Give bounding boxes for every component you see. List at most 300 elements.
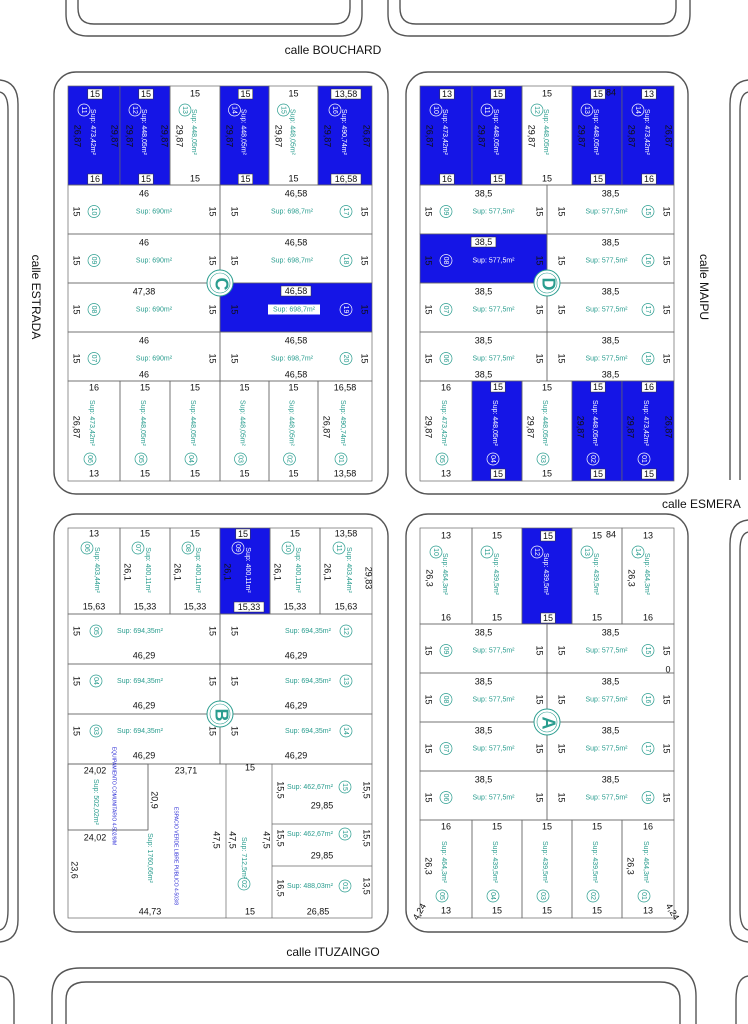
lot-front: 15 <box>491 530 503 541</box>
lot-width: 38,5 <box>601 676 620 687</box>
lot-number: 06 <box>83 544 91 552</box>
lot-front: 15 <box>189 528 201 539</box>
lot-side: 26,1 <box>272 563 283 581</box>
lot-side: 15 <box>229 206 240 217</box>
lot-number: 17 <box>644 305 652 314</box>
lot-width: 38,5 <box>474 335 493 346</box>
lot-back: 15 <box>541 173 553 184</box>
lot-area: Sup: 448,05m² <box>238 400 246 446</box>
street-label-bottom: calle ITUZAINGO <box>286 945 380 959</box>
dim-label: 16 <box>441 173 453 184</box>
lot-area: Sup: 577,5m² <box>585 647 628 655</box>
dim-label: 47,5 <box>211 831 222 849</box>
block-letter: D <box>538 277 559 291</box>
lot-number: 07 <box>90 354 98 363</box>
block-D <box>406 72 688 494</box>
lot-side: 26,3 <box>625 857 636 875</box>
lot-area: Sup: 473,42m² <box>440 400 448 446</box>
lot-side: 15 <box>661 645 672 656</box>
lot-number: 05 <box>438 892 446 900</box>
lot-side: 15 <box>534 304 545 315</box>
lot-width: 38,5 <box>474 188 493 199</box>
lot-width: 38,5 <box>601 725 620 736</box>
block-letter: C <box>211 277 232 291</box>
block-letter: A <box>538 716 559 730</box>
lot-back: 15 <box>491 821 503 832</box>
lot-side: 26,87 <box>321 415 332 439</box>
lot-width: 46,29 <box>132 700 156 711</box>
lot-area: Sup: 712,5m² <box>240 836 248 880</box>
lot-side: 15,5 <box>361 781 372 799</box>
lot-area: Sup: 464,3m² <box>441 552 449 596</box>
lot-side: 15 <box>556 694 567 705</box>
lot-area: Sup: 400,11m² <box>144 547 152 593</box>
espacio-verde-label: ESPACIO VERDE LIBRE PUBLICO 4-503/8 <box>172 806 179 906</box>
lot-back: 16 <box>440 821 452 832</box>
lot-width: 38,5 <box>601 335 620 346</box>
lot-side: 15 <box>534 694 545 705</box>
lot-side: 29,87 <box>322 124 333 148</box>
lot-side: 15 <box>661 743 672 754</box>
lot-area: Sup: 690m² <box>135 208 173 216</box>
lot-area: Sup: 403,44m² <box>93 547 101 593</box>
lot-side: 15 <box>229 255 240 266</box>
lot-number: 05 <box>438 455 446 463</box>
lot-area: Sup: 448,05m² <box>288 109 296 155</box>
lot-width: 29,85 <box>310 850 334 861</box>
lot-side-right: 26,87 <box>663 415 674 439</box>
dim-label: 16 <box>89 173 101 184</box>
lot-number: 04 <box>92 677 100 685</box>
dim-label: 24,02 <box>83 832 107 843</box>
lot-front: 15 <box>288 468 299 479</box>
lot-area: Sup: 577,5m² <box>472 647 515 655</box>
lot-side: 15 <box>71 255 82 266</box>
lot-back: 15 <box>288 382 299 393</box>
lot-side-right: 26,87 <box>663 124 674 148</box>
dim-label: 15 <box>492 468 504 479</box>
lot-number: 13 <box>342 677 350 685</box>
lot-side: 15 <box>661 694 672 705</box>
dim-label: 15 <box>89 88 101 99</box>
lot-back: 16 <box>642 821 654 832</box>
lot-area: Sup: 439,5m² <box>541 840 549 884</box>
lot-side: 15 <box>71 725 82 737</box>
lot-number: 15 <box>644 207 652 216</box>
lot-number: 12 <box>342 627 350 635</box>
lot-area: Sup: 577,5m² <box>585 257 628 265</box>
lot-area: Sup: 464,3m² <box>642 840 650 884</box>
lot-width: 38,5 <box>474 725 493 736</box>
lot-back: 15,33 <box>283 601 307 612</box>
lot-number: 08 <box>184 544 192 552</box>
lot-number: 04 <box>489 892 497 900</box>
lot-area: Sup: 490,74m² <box>339 400 347 446</box>
dim-label: 23,71 <box>174 765 198 776</box>
lot-side: 26,1 <box>322 563 333 581</box>
lot-area: Sup: 698,7m² <box>270 257 314 265</box>
espacio-verde-area: Sup: 1760,66m² <box>146 833 154 883</box>
block-letter: B <box>211 708 232 722</box>
lot-side: 15 <box>661 353 672 364</box>
lot-number: 02 <box>589 892 597 900</box>
dim-label: 15 <box>237 528 249 539</box>
lot-front: 15 <box>541 905 553 916</box>
lot-side: 15 <box>661 255 672 266</box>
lot-area: Sup: 473,42m² <box>89 109 97 155</box>
lot-side: 15 <box>207 255 218 266</box>
lot-side: 15 <box>423 645 434 656</box>
lot-side: 15,5 <box>275 829 286 847</box>
lot-side-zero: 0 <box>665 664 671 675</box>
lot-back: 15,63 <box>334 601 358 612</box>
lot-width: 46,58 <box>284 188 308 199</box>
lot-side: 15 <box>661 792 672 803</box>
lot-width: 26,85 <box>306 906 330 917</box>
lot-number: 12 <box>533 106 541 114</box>
lot-number: 18 <box>644 354 652 363</box>
lot-area: Sup: 577,5m² <box>472 745 515 753</box>
dim-label: 15 <box>240 173 251 184</box>
street-label-right: calle MAIPU <box>697 253 711 321</box>
lot-area: Sup: 400,11m² <box>194 547 202 593</box>
lot-number: 01 <box>640 455 648 463</box>
lot-width: 46,58 <box>284 237 308 248</box>
dim-label: 15 <box>592 173 604 184</box>
lot-number: 01 <box>337 455 345 463</box>
lot-area: Sup: 448,05m² <box>189 400 197 446</box>
lot-area: Sup: 490,74m² <box>340 109 348 155</box>
lot-number: 16 <box>644 256 652 265</box>
lot-side: 26,3 <box>424 569 435 587</box>
lot-number: 05 <box>92 627 100 635</box>
lot-number: 08 <box>442 256 450 265</box>
lot-area: Sup: 439,5m² <box>592 552 600 596</box>
lot-back: 16,58 <box>333 382 357 393</box>
lot-area: Sup: 439,5m² <box>542 552 550 596</box>
lot-number: 11 <box>483 548 491 556</box>
lot-area: Sup: 464,3m² <box>643 552 651 596</box>
dim-label: 15 <box>140 88 152 99</box>
lot-number: 16 <box>331 106 339 114</box>
dim-label: 16 <box>643 173 655 184</box>
lot-area: Sup: 473,42m² <box>88 400 96 446</box>
lot-number: 14 <box>342 727 350 735</box>
equipamiento-label: EQUIPAMIENTO COMUNITARIO 4-502/8/M <box>110 746 117 846</box>
dim-label: 15 <box>244 762 256 773</box>
lot-number: 01 <box>341 882 349 890</box>
lot-number: 03 <box>539 892 547 900</box>
lot-side: 15 <box>556 304 567 315</box>
dim-label: 47,5 <box>227 831 238 849</box>
lot-area: Sup: 448,05m² <box>591 400 599 446</box>
lot-side: 15 <box>207 304 218 315</box>
lot-number: 04 <box>187 455 195 463</box>
lot-number: 11 <box>80 106 88 114</box>
lot-number: 10 <box>432 106 440 114</box>
lot-number: 16 <box>341 830 349 838</box>
dim-label: 16 <box>643 381 655 392</box>
lot-front: 13 <box>88 468 100 479</box>
lot-front: 13 <box>440 530 452 541</box>
lot-side: 15 <box>556 353 567 364</box>
lot-area: Sup: 694,35m² <box>285 677 331 685</box>
lot-area: Sup: 448,05m² <box>239 109 247 155</box>
lot-number: 13 <box>583 548 591 556</box>
lot-width: 46,29 <box>132 650 156 661</box>
lot-area: Sup: 400,11m² <box>244 547 252 593</box>
dim-label: 15,33 <box>237 601 261 612</box>
lot-back: 15 <box>288 173 299 184</box>
lot-front: 15 <box>541 88 553 99</box>
lot-number: 06 <box>442 793 450 802</box>
lot-side: 15 <box>534 743 545 754</box>
lot-area: Sup: 577,5m² <box>472 208 515 216</box>
corner-dim: 4,24 <box>410 901 429 922</box>
lot-front: 15 <box>289 528 301 539</box>
equipamiento-lot <box>68 764 148 830</box>
lot-number: 18 <box>342 256 350 265</box>
lot-side-right: 29,87 <box>159 124 170 148</box>
lot-area: Sup: 464,3m² <box>440 840 448 884</box>
lot-front-extra: 84 <box>605 87 617 98</box>
block-C <box>54 72 388 494</box>
lot-width: 38,5 <box>601 188 620 199</box>
block-A <box>406 514 688 932</box>
lot-side: 15 <box>423 353 434 364</box>
lot-area: Sup: 439,5m² <box>492 552 500 596</box>
lot-number: 03 <box>236 455 244 463</box>
lot-side: 29,87 <box>224 124 235 148</box>
street-label-top: calle BOUCHARD <box>284 43 382 57</box>
lot-area: Sup: 577,5m² <box>472 306 515 314</box>
lot-area: Sup: 462,67m² <box>287 783 333 791</box>
dim-label: 44,73 <box>138 906 162 917</box>
lot-number: 02 <box>240 880 248 888</box>
lot-width: 46,29 <box>132 750 156 761</box>
lot-back: 15 <box>491 612 503 623</box>
lot-area: Sup: 473,42m² <box>643 109 651 155</box>
lot-number: 02 <box>285 455 293 463</box>
lot-side: 15 <box>207 725 218 737</box>
lot-number: 17 <box>644 744 652 753</box>
lot-width: 38,5 <box>474 676 493 687</box>
lot-area: Sup: 690m² <box>135 257 173 265</box>
lot-area: Sup: 690m² <box>135 306 173 314</box>
lot-number: 04 <box>489 455 497 463</box>
dim-label: 15 <box>140 173 152 184</box>
lot-side: 15 <box>207 625 218 637</box>
lot-area: Sup: 694,35m² <box>285 727 331 735</box>
lot-width: 46,29 <box>284 700 308 711</box>
dim-label: 15 <box>542 530 554 541</box>
lot-front: 13,58 <box>334 528 358 539</box>
lot-area: Sup: 577,5m² <box>472 794 515 802</box>
lot-area: Sup: 448,05m² <box>541 400 549 446</box>
lot-side: 26,3 <box>626 569 637 587</box>
lot-side: 15 <box>661 206 672 217</box>
lot-side: 15 <box>229 675 240 687</box>
dim-label: 15 <box>492 173 504 184</box>
lot-side: 29,87 <box>526 124 537 148</box>
dim-label: 15 <box>240 88 251 99</box>
lot-front: 15 <box>189 88 201 99</box>
lot-number: 08 <box>442 695 450 704</box>
lot-width: 46,58 <box>284 369 308 380</box>
lot-side: 29,87 <box>124 124 135 148</box>
lot-number: 15 <box>644 646 652 655</box>
lot-side-right: 29,83 <box>363 566 374 590</box>
lot-number: 20 <box>342 354 350 363</box>
lot-back: 16 <box>642 612 654 623</box>
lot-area: Sup: 577,5m² <box>585 745 628 753</box>
lot-side: 26,1 <box>122 563 133 581</box>
lot-width: 38,5 <box>601 237 620 248</box>
lot-side: 29,87 <box>476 124 487 148</box>
lot-number: 15 <box>279 106 287 114</box>
lot-number: 14 <box>634 106 642 114</box>
lot-side: 15 <box>71 206 82 217</box>
dim-label: 15 <box>492 88 504 99</box>
lot-front: 15 <box>139 468 151 479</box>
lot-side-right: 29,87 <box>109 124 120 148</box>
lot-area: Sup: 577,5m² <box>472 355 515 363</box>
lot-side: 15 <box>423 792 434 803</box>
lot-number: 13 <box>583 106 591 114</box>
lot-width: 46,29 <box>284 650 308 661</box>
lot-side: 15 <box>229 304 240 315</box>
lot-area: Sup: 448,05m² <box>592 109 600 155</box>
lot-area: Sup: 448,05m² <box>139 400 147 446</box>
lot-front: 15 <box>591 905 603 916</box>
lot-side: 15 <box>423 255 434 266</box>
lot-back: 15,33 <box>133 601 157 612</box>
lot-side: 15 <box>556 743 567 754</box>
lot-front: 15 <box>239 468 250 479</box>
lot-area: Sup: 448,05m² <box>492 109 500 155</box>
dim-label: 13 <box>441 88 453 99</box>
lot-front: 13 <box>440 468 452 479</box>
lot-area: Sup: 694,35m² <box>285 627 331 635</box>
lot-area: Sup: 400,11m² <box>294 547 302 593</box>
dim-label: 15 <box>643 468 655 479</box>
lot-area: Sup: 577,5m² <box>472 257 515 265</box>
equipamiento-area: Sup: 502,02m² <box>92 779 100 825</box>
lot-number: 17 <box>342 207 350 216</box>
street-label-middle-right: calle ESMERA <box>662 497 741 511</box>
dim-label: 20,9 <box>149 791 160 809</box>
lot-side: 15 <box>229 353 240 364</box>
lot-side: 15 <box>207 206 218 217</box>
lot-number: 06 <box>442 354 450 363</box>
lot-area: Sup: 462,67m² <box>287 830 333 838</box>
lot-back: 15 <box>239 382 250 393</box>
lot-area: Sup: 473,42m² <box>642 400 650 446</box>
lot-number: 10 <box>90 207 98 216</box>
lot-number: 12 <box>533 548 541 556</box>
lot-side: 29,87 <box>174 124 185 148</box>
dim-label: 16,58 <box>334 173 358 184</box>
lot-width: 38,5 <box>601 369 620 380</box>
lot-side: 26,1 <box>222 563 233 581</box>
lot-side: 15 <box>534 255 545 266</box>
lot-width: 46,29 <box>284 750 308 761</box>
lot-area: Sup: 694,35m² <box>117 627 163 635</box>
lot-back: 15 <box>591 612 603 623</box>
lot-side: 15 <box>423 743 434 754</box>
dim-label: 15 <box>592 88 604 99</box>
lot-number: 11 <box>335 544 343 552</box>
lot-side: 15 <box>534 206 545 217</box>
lot-number: 14 <box>634 548 642 556</box>
lot-side: 26,87 <box>71 415 82 439</box>
lot-side: 15 <box>207 353 218 364</box>
lot-side: 29,87 <box>525 415 536 439</box>
lot-area: Sup: 698,7m² <box>270 208 314 216</box>
lot-side: 15 <box>556 792 567 803</box>
lot-number: 05 <box>137 455 145 463</box>
lot-number: 07 <box>442 305 450 314</box>
lot-area: Sup: 488,03m² <box>287 882 333 890</box>
lot-width: 46 <box>138 237 150 248</box>
lot-side: 15,5 <box>275 781 286 799</box>
dim-label: 15 <box>244 906 256 917</box>
lot-number: 12 <box>131 106 139 114</box>
lot-area: Sup: 577,5m² <box>585 355 628 363</box>
lot-width: 38,5 <box>474 774 493 785</box>
lot-front: 13,58 <box>333 468 357 479</box>
lot-area: Sup: 448,05m² <box>140 109 148 155</box>
lot-back: 16 <box>88 382 100 393</box>
lot-front: 15 <box>591 530 603 541</box>
dim-label: 15 <box>492 381 504 392</box>
dim-label: 15 <box>542 612 554 623</box>
lot-area: Sup: 577,5m² <box>585 794 628 802</box>
lot-side: 26,1 <box>172 563 183 581</box>
lot-number: 10 <box>284 544 292 552</box>
lot-front: 13 <box>88 528 100 539</box>
lot-number: 13 <box>181 106 189 114</box>
dim-label: 24,02 <box>83 765 107 776</box>
lot-number: 08 <box>90 305 98 314</box>
lot-number: 10 <box>432 548 440 556</box>
lot-back: 16 <box>440 612 452 623</box>
lot-width: 46 <box>138 369 150 380</box>
lot-area: Sup: 694,35m² <box>117 677 163 685</box>
lot-area: Sup: 448,05m² <box>491 400 499 446</box>
lot-area: Sup: 690m² <box>135 355 173 363</box>
lot-area: Sup: 577,5m² <box>585 306 628 314</box>
lot-number: 02 <box>589 455 597 463</box>
lot-back: 15 <box>139 382 151 393</box>
lot-side: 15 <box>423 206 434 217</box>
lot-area: Sup: 577,5m² <box>585 696 628 704</box>
lot-width: 38,5 <box>601 627 620 638</box>
lot-number: 03 <box>539 455 547 463</box>
lot-back: 15 <box>541 821 553 832</box>
lot-side: 16,5 <box>275 879 286 897</box>
lot-number: 15 <box>341 783 349 791</box>
lot-side: 29,87 <box>575 415 586 439</box>
lot-side: 15 <box>423 694 434 705</box>
lot-width: 46 <box>138 335 150 346</box>
lot-width: 38,5 <box>474 369 493 380</box>
lot-front: 15 <box>139 528 151 539</box>
lot-width: 38,5 <box>474 286 493 297</box>
lot-side: 15 <box>359 304 370 315</box>
lot-area: Sup: 577,5m² <box>472 696 515 704</box>
lot-front: 13 <box>642 530 654 541</box>
